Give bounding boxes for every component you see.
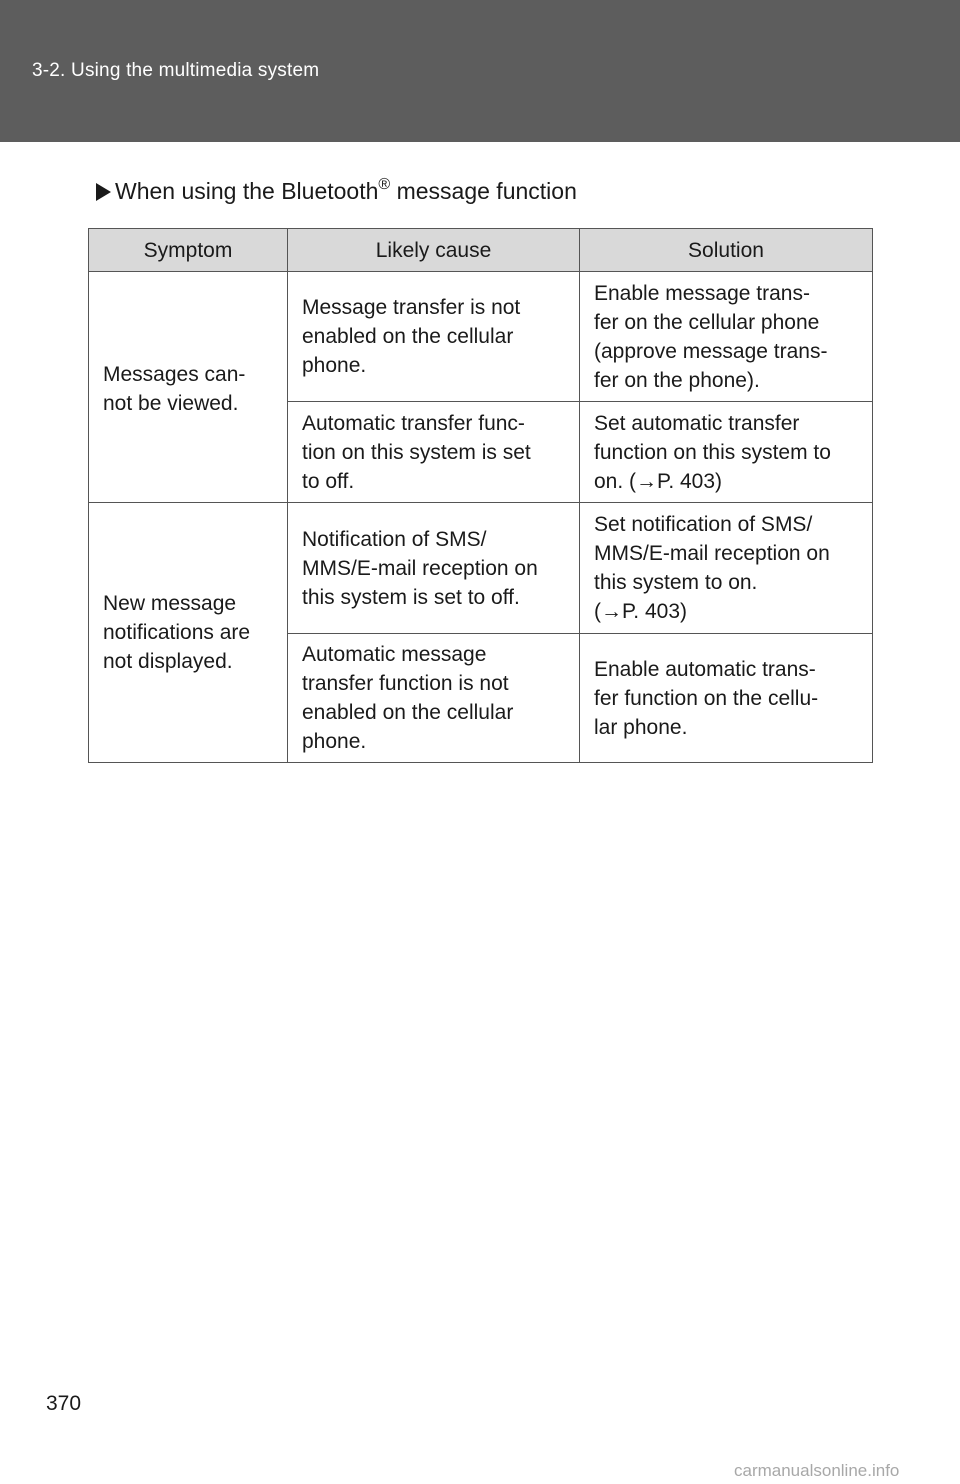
page-header: [0, 0, 960, 142]
cause-text: Notification of SMS/ MMS/E-mail reception on this system is set to off.: [302, 527, 538, 609]
solution-cell: [580, 634, 873, 763]
symptom-text: New message notifications are not displayed.: [103, 592, 251, 673]
solution-text: Set notification of SMS/ MMS/E-mail reception on this system to on. (→P. 403): [594, 513, 830, 623]
watermark-text: carmanualsonline.info: [734, 1461, 900, 1480]
solution-text: Enable automatic trans- fer function on the cellu- lar phone.: [594, 657, 819, 739]
heading-text-after: message function: [390, 178, 577, 204]
cause-text: Automatic transfer func- tion on this system is set to off.: [302, 411, 531, 493]
triangle-bullet-icon: [96, 183, 111, 201]
solution-text: Set automatic transfer function on this system to on. (→P. 403): [594, 411, 831, 493]
cause-cell: [288, 634, 580, 763]
table-header-row: [89, 229, 873, 272]
table-row: [89, 503, 873, 634]
section-title: 3-2. Using the multimedia system: [32, 60, 320, 81]
symptom-text: Messages can- not be viewed.: [103, 363, 246, 415]
cause-text: Message transfer is not enabled on the cellular phone.: [302, 296, 521, 377]
subsection-heading: [96, 178, 577, 205]
symptom-cell: [89, 503, 288, 763]
column-header-solution: Solution: [580, 229, 873, 272]
column-header-symptom: Symptom: [89, 229, 288, 272]
page-number: 370: [46, 1392, 82, 1415]
cause-text: Automatic message transfer function is not enabled on the cellular phone.: [302, 643, 514, 753]
column-header-likely-cause: Likely cause: [288, 229, 580, 272]
symptom-cell: [89, 272, 288, 503]
cause-cell: [288, 503, 580, 634]
table-row: [89, 272, 873, 402]
registered-mark: ®: [378, 176, 391, 193]
solution-text: Enable message trans- fer on the cellular phone (approve message trans- fer on the phone).: [594, 281, 828, 392]
troubleshooting-table: [88, 228, 873, 763]
heading-text-before: When using the Bluetooth: [115, 178, 379, 204]
solution-cell: [580, 503, 873, 634]
cause-cell: [288, 272, 580, 402]
solution-cell: [580, 272, 873, 402]
cause-cell: [288, 402, 580, 503]
solution-cell: [580, 402, 873, 503]
